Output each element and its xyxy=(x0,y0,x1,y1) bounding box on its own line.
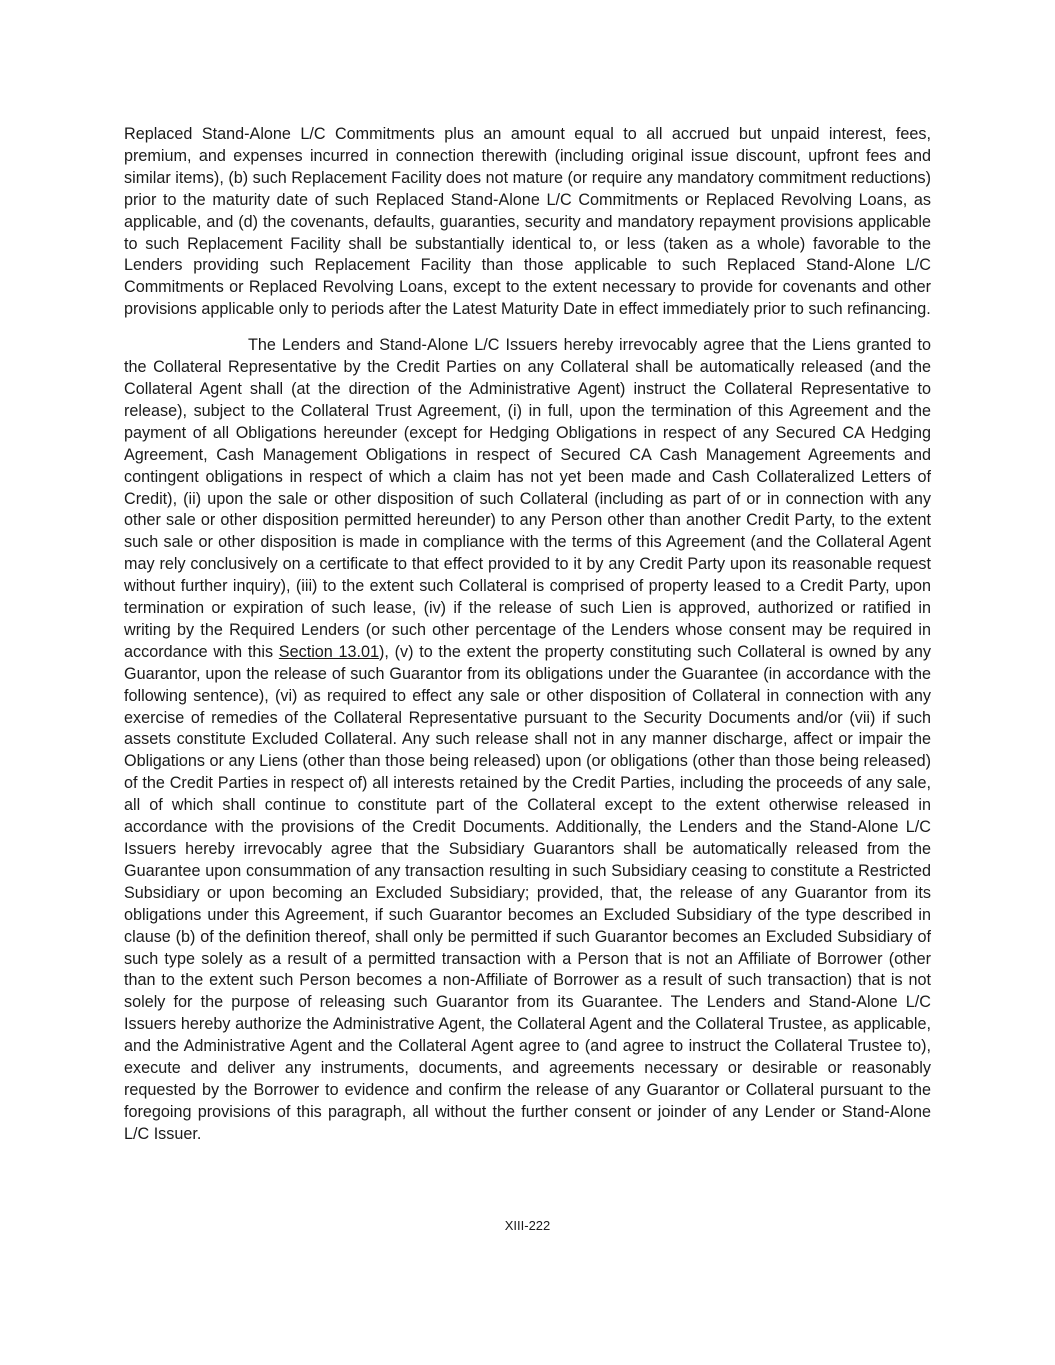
document-body xyxy=(124,124,931,1160)
paragraph-1-text: Replaced Stand-Alone L/C Commitments plus an amount equal to all accrued but unpaid interest, fees, premium, and expenses incurred in connection therewith (including original issue discount, upfront fees and similar items), (b) such Replacement Facility does not mature (or require any mandatory commitment reductions) prior to the maturity date of such Replaced Stand-Alone L/C Commitments or Replaced Revolving Loans, as applicable, and (d) the covenants, defaults, guaranties, security and mandatory repayment provisions applicable to such Replacement Facility shall be substantially identical to, or less (taken as a whole) favorable to the Lenders providing such Replacement Facility than those applicable to such Replaced Stand-Alone L/C Commitments or Replaced Revolving Loans, except to the extent necessary to provide for covenants and other provisions applicable only to periods after the Latest Maturity Date in effect immediately prior to such refinancing. xyxy=(124,125,931,319)
paragraph-2-text-part-1: The Lenders and Stand-Alone L/C Issuers hereby irrevocably agree that the Liens granted to the Collateral Representative by the Credit Parties on any Collateral shall be automatically released (and the Collateral Agent shall (at the direction of the Administrative Agent) instruct the Collateral Representative to release), subject to the Collateral Trust Agreement, (i) in full, upon the termination of this Agreement and the payment of all Obligations hereunder (except for Hedging Obligations in respect of any Secured CA Hedging Agreement, Cash Management Obligations in respect of Secured CA Cash Management Agreements and contingent obligations in respect of which a claim has not yet been made and Cash Collateralized Letters of Credit), (ii) upon the sale or other disposition of such Collateral (including as part of or in connection with any other sale or other disposition permitted hereunder) to any Person other than another Credit Party, to the extent such sale or other disposition is made in compliance with the terms of this Agreement (and the Collateral Agent may rely conclusively on a certificate to that effect provided to it by any Credit Party upon its reasonable request without further inquiry), (iii) to the extent such Collateral is comprised of property leased to a Credit Party, upon termination or expiration of such lease, (iv) if the release of such Lien is approved, authorized or ratified in writing by the Required Lenders (or such other percentage of the Lenders whose consent may be required in accordance with this xyxy=(124,336,931,661)
paragraph-2-text-part-2: ), (v) to the extent the property constituting such Collateral is owned by any Guarantor, upon the release of such Guarantor from its obligations under the Guarantee (in accordance with the following sentence), (vi) as required to effect any sale or other disposition of Collateral in connection with any exercise of remedies of the Collateral Representative pursuant to the Security Documents and/or (vii) if such assets constitute Excluded Collateral. Any such release shall not in any manner discharge, affect or impair the Obligations or any Liens (other than those being released) upon (or obligations (other than those being released) of the Credit Parties in respect of) all interests retained by the Credit Parties, including the proceeds of any sale, all of which shall continue to constitute part of the Collateral except to the extent otherwise released in accordance with the provisions of the Credit Documents. Additionally, the Lenders and the Stand-Alone L/C Issuers hereby irrevocably agree that the Subsidiary Guarantors shall be automatically released from the Guarantee upon consummation of any transaction resulting in such Subsidiary ceasing to constitute a Restricted Subsidiary or upon becoming an Excluded Subsidiary; provided, that, the release of any Guarantor from its obligations under this Agreement, if such Guarantor becomes an Excluded Subsidiary of the type described in clause (b) of the definition thereof, shall only be permitted if such Guarantor becomes an Excluded Subsidiary of such type solely as a result of a permitted transaction with a Person that is not an Affiliate of Borrower (other than to the extent such Person becomes a non-Affiliate of Borrower as a result of such transaction) that is not solely for the purpose of releasing such Guarantor from its Guarantee. The Lenders and Stand-Alone L/C Issuers hereby authorize the Administrative Agent, the Collateral Agent and the Collateral Trustee, as applicable, and the Administrative Agent and the Collateral Agent agree to (and agree to instruct the Collateral Trustee to), execute and deliver any instruments, documents, and agreements necessary or desirable or reasonably requested by the Borrower to evidence and confirm the release of any Guarantor or Collateral pursuant to the foregoing provisions of this paragraph, all without the further consent or joinder of any Lender or Stand-Alone L/C Issuer. xyxy=(124,642,931,1143)
section-reference-link[interactable]: Section 13.01 xyxy=(278,642,380,661)
page-number: XIII-222 xyxy=(504,1218,551,1233)
paragraph-release-of-liens xyxy=(124,335,931,1146)
paragraph-continuation xyxy=(124,124,931,321)
